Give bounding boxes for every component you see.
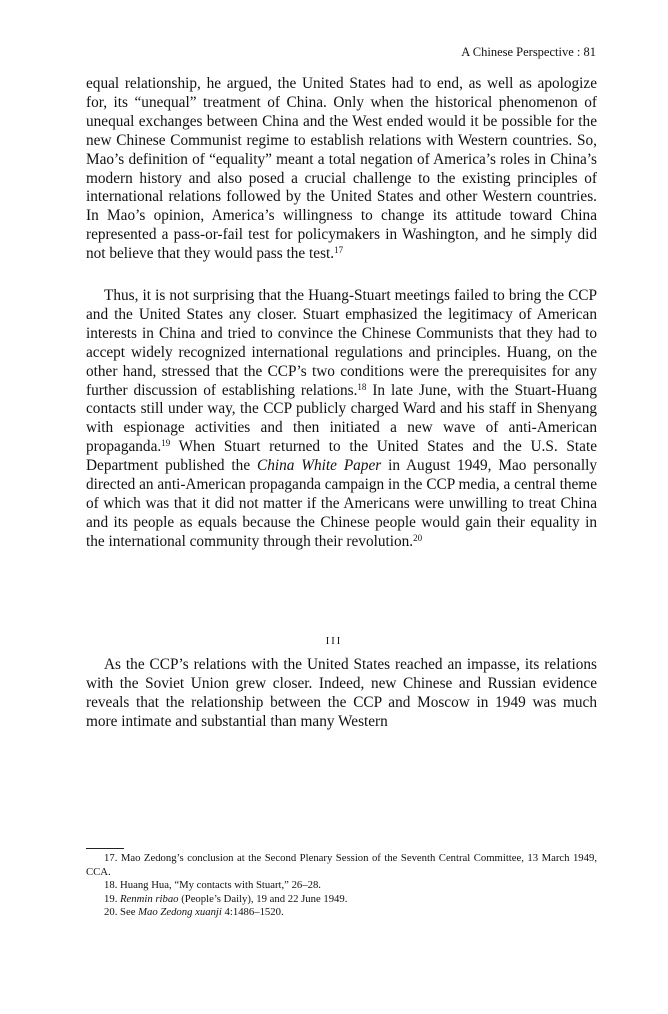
footnote-ref-18: 18: [357, 381, 367, 392]
footnote-ref-20: 20: [413, 532, 423, 543]
paragraph-3: [86, 656, 597, 732]
footnote-text: See: [120, 906, 139, 919]
text-run: When Stuart returned to the United States and the U.S. State Department published the: [86, 438, 597, 475]
footnote-number: 20.: [104, 906, 118, 919]
text-run: As the CCP’s relations with the United States reached an impasse, its relations with the Soviet Union grew closer. Indeed, new Chinese and Russian evidence reveals that the relationship between the CCP and Moscow in 1949 was much more intimate and substantial than many Western: [86, 656, 597, 730]
paragraph-3-text: [86, 656, 597, 732]
footnote-20: [86, 906, 597, 920]
footnote-number: 18.: [104, 879, 118, 892]
footnote-text: Huang Hua, “My contacts with Stuart,” 26–28.: [120, 879, 321, 892]
footnote-19: [86, 893, 597, 907]
text-run: In late June, with the Stuart-Huang contacts still under way, the CCP publicly charged Ward and his staff in Shenyang with espionage activities and then initiated a new wave of anti-American propaganda.: [86, 381, 597, 456]
footnote-number: 17.: [104, 852, 118, 864]
paragraph-1: [86, 75, 597, 264]
footnote-number: 19.: [104, 892, 118, 905]
footnote-17: [86, 852, 597, 879]
running-head: A Chinese Perspective : 81: [461, 45, 596, 59]
text-run: Thus, it is not surprising that the Huang-Stuart meetings failed to bring the CCP and the United States any closer. Stuart emphasized the legitimacy of American interests in China and tried to convince the Chinese Communists that they had to accept widely recognized international regulations and principles. Huang, on the other hand, stressed that the CCP’s two conditions were the prerequisites for any further discussion of establishing relations.: [86, 287, 597, 399]
section-marker: III: [325, 636, 343, 647]
text-run: in August 1949, Mao personally directed an anti-American propaganda campaign in the CCP media, a central theme of which was that it did not matter if the Americans were unwilling to treat China and its people as equals because the Chinese people would gain their equality in the international community through their revolution.: [86, 457, 597, 550]
footnote-italic-title: Mao Zedong xuanji: [138, 906, 222, 919]
footnote-ref-19: 19: [161, 438, 171, 449]
footnote-italic-title: Renmin ribao: [120, 892, 179, 905]
footnotes: [86, 852, 597, 920]
footnote-text: 4:1486–1520.: [221, 906, 284, 919]
footnote-ref-17: 17: [334, 245, 344, 256]
text-run: equal relationship, he argued, the United States had to end, as well as apologize for, its “unequal” treatment of China. Only when the historical phenomenon of unequal exchanges between China and the West ended would it be possible for the new Chinese Communist regime to establish relations with Western countries. So, Mao’s definition of “equality” meant a total negation of America’s roles in China’s modern history and also posed a crucial challenge to the existing principles of international relations followed by the United States and other Western countries. In Mao’s opinion, America’s willingness to change its attitude toward China represented a pass-or-fail test for policymakers in Washington, and he simply did not believe that they would pass the test.: [86, 75, 597, 263]
book-title-china-white-paper: China White Paper: [257, 457, 382, 475]
footnote-text: (People’s Daily), 19 and 22 June 1949.: [178, 892, 348, 905]
footnote-text: Mao Zedong’s conclusion at the Second Plenary Session of the Seventh Central Committee, 13 March 1949, CCA.: [86, 852, 598, 878]
paragraph-1-text: [86, 75, 597, 264]
paragraph-2-text: [86, 287, 597, 552]
footnote-18: [86, 879, 597, 893]
footnote-divider: [86, 848, 124, 849]
paragraph-2: [86, 287, 597, 552]
